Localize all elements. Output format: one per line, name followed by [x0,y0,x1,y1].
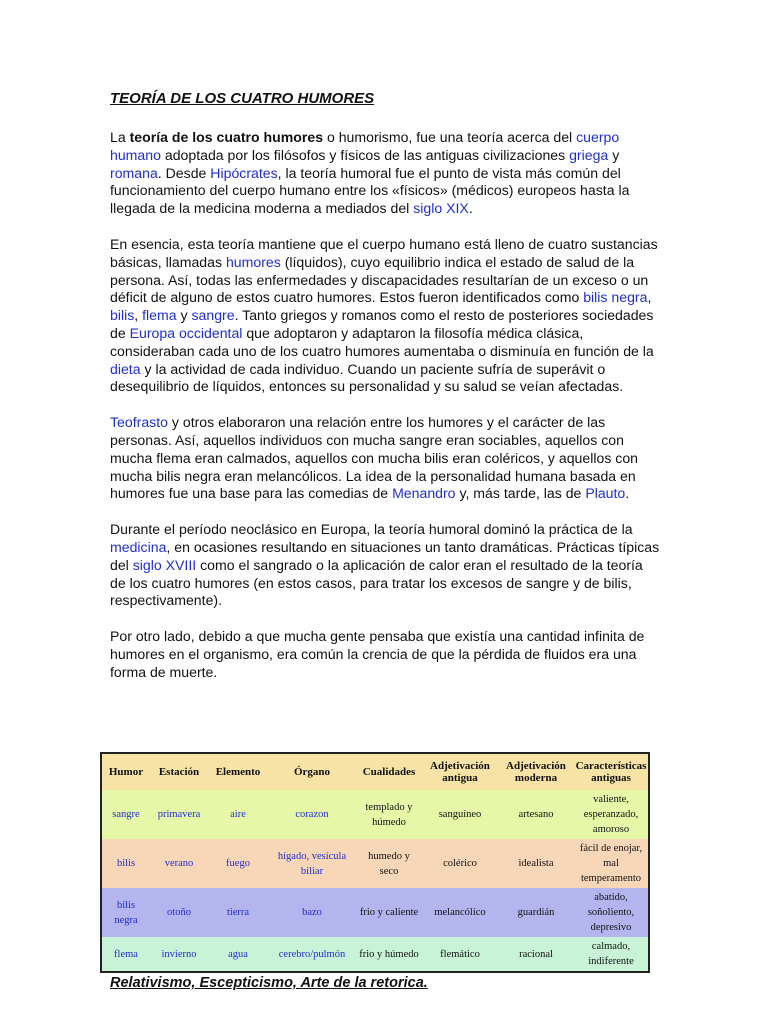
table-header-row [101,753,649,790]
table-cell: frio y caliente [356,888,422,937]
link-hipocrates[interactable]: Hipócrates [210,164,278,181]
table-cell: bilis negra [101,888,150,937]
document-body [110,90,660,700]
link-siglo-xviii[interactable]: siglo XVIII [132,556,197,573]
link-dieta[interactable]: dieta [110,360,141,377]
text: . [468,200,473,217]
link-siglo-xix[interactable]: siglo XIX [413,200,469,217]
table-cell: frio y húmedo [356,937,422,972]
link-europa-occidental[interactable]: Europa occidental [129,324,243,341]
text: y, más tarde, las de [455,485,586,502]
text: y [608,146,620,163]
text: adoptada por los filósofos y físicos de las antiguas civilizaciones [160,146,570,163]
table-row [101,839,649,888]
table-cell: abatido, soñoliento, depresivo [574,888,649,937]
link-griega[interactable]: griega [569,146,609,163]
bold-term: teoría de los cuatro humores [129,129,324,145]
section-subtitle: Relativismo, Escepticismo, Arte de la retorica. [110,975,428,991]
table-row [101,888,649,937]
link-flema[interactable]: flema [142,307,177,324]
paragraph-intro [110,129,660,218]
link-bilis-negra[interactable]: bilis negra [583,289,648,306]
text: o humorismo, fue una teoría acerca del [323,129,577,145]
paragraph-neoclassic [110,521,660,610]
text: . Tanto griegos y romanos como el resto de posteriores sociedades de [110,307,654,341]
table-cell: aire [208,790,268,839]
text: , la teoría humoral fue el punto de vista más común del funcionamiento del cuerpo humano entre los «físicos» (médicos) europeos hasta la llegada de la medicina moderna a mediados del [110,164,630,217]
table-cell: templado y húmedo [356,790,422,839]
table-cell: primavera [150,790,208,839]
table-cell: humedo y seco [356,839,422,888]
text: . Desde [157,164,211,181]
link-medicina[interactable]: medicina [110,538,167,555]
link-humores[interactable]: humores [225,253,281,270]
table-cell: sanguíneo [422,790,498,839]
paragraph-character [110,414,660,503]
table-cell: idealista [498,839,574,888]
header-cell: Cualidades [356,753,422,790]
table-cell: calmado, indiferente [574,937,649,972]
header-cell: Adjetivación antigua [422,753,498,790]
paragraph-fluids: Por otro lado, debido a que mucha gente pensaba que existía una cantidad infinita de humores en el organismo, era común la crencia de que la pérdida de fluidos era una forma de muerte. [110,628,645,680]
table-cell: fuego [208,839,268,888]
text: , en ocasiones resultando en situaciones un tanto dramáticas. Prácticas típicas del [110,538,660,573]
header-cell: Características antiguas [574,753,649,790]
table-cell: tierra [208,888,268,937]
table-cell: bazo [268,888,356,937]
text: que adoptaron y adaptaron la filosofía médica clásica, consideraban cada uno de los cuatro humores aumentaba o disminuía en función de la [110,324,654,359]
table-cell: corazon [268,790,356,839]
table-row [101,790,649,839]
text: (líquidos), cuyo equilibrio indica el estado de salud de la persona. Así, todas las enfermedades y discapacidades resultarían de un exceso o un déficit de alguno de estos cuatro humores. Estos fueron identificados como [110,253,649,306]
table-cell: hígado, vesícula biliar [268,839,356,888]
table-cell: otoño [150,888,208,937]
header-cell: Elemento [208,753,268,790]
text: y [176,307,192,324]
header-cell: Órgano [268,753,356,790]
link-sangre[interactable]: sangre [191,307,235,324]
table-cell: bilis [101,839,150,888]
link-bilis[interactable]: bilis [110,307,135,324]
text: , [647,289,652,306]
table-row [101,937,649,972]
text: , [134,307,143,324]
link-teofrasto[interactable]: Teofrasto [110,414,168,431]
table-cell: sangre [101,790,150,839]
text: La [110,129,130,145]
table-cell: invierno [150,937,208,972]
page-title: TEORÍA DE LOS CUATRO HUMORES [110,90,375,107]
table-cell: melancólico [422,888,498,937]
link-plauto[interactable]: Plauto [585,485,626,502]
text: y otros elaboraron una relación entre los humores y el carácter de las personas. Así, aquellos individuos con mucha sangre eran sociables, aquellos con mucha flema eran calmados, aquellos con mucha bilis eran coléricos, y aquellos con mucha bilis negra eran melancólicos. La idea de la personalidad humana basada en humores fue una base para las comedias de [110,414,639,502]
text: . [625,485,630,502]
header-cell: Humor [101,753,150,790]
table-cell: verano [150,839,208,888]
table-cell: cerebro/pulmón [268,937,356,972]
header-cell: Adjetivación moderna [498,753,574,790]
text: Durante el período neoclásico en Europa, la teoría humoral dominó la práctica de la [110,521,633,538]
table-cell: flemático [422,937,498,972]
table-cell: artesano [498,790,574,839]
text: y la actividad de cada individuo. Cuando un paciente sufría de superávit o desequilibrio de líquidos, entonces su personalidad y su salud se veían afectadas. [110,360,624,395]
header-cell: Estación [150,753,208,790]
table-cell: fácil de enojar, mal temperamento [574,839,649,888]
link-cuerpo-humano[interactable]: cuerpo humano [110,129,620,163]
text: En esencia, esta teoría mantiene que el cuerpo humano está lleno de cuatro sustancias básicas, llamadas [110,235,658,270]
table-cell: agua [208,937,268,972]
table-cell: guardián [498,888,574,937]
table-cell: racional [498,937,574,972]
paragraph-essence [110,236,660,396]
table-cell: flema [101,937,150,972]
humors-table [100,752,650,973]
text: como el sangrado o la aplicación de calor eran el resultado de la teoría de los cuatro humores (en estos casos, para tratar los excesos de sangre y de bilis, respectivamente). [110,556,643,609]
link-romana[interactable]: romana [110,164,158,181]
table-cell: colérico [422,839,498,888]
link-menandro[interactable]: Menandro [392,485,456,502]
table-cell: valiente, esperanzado, amoroso [574,790,649,839]
